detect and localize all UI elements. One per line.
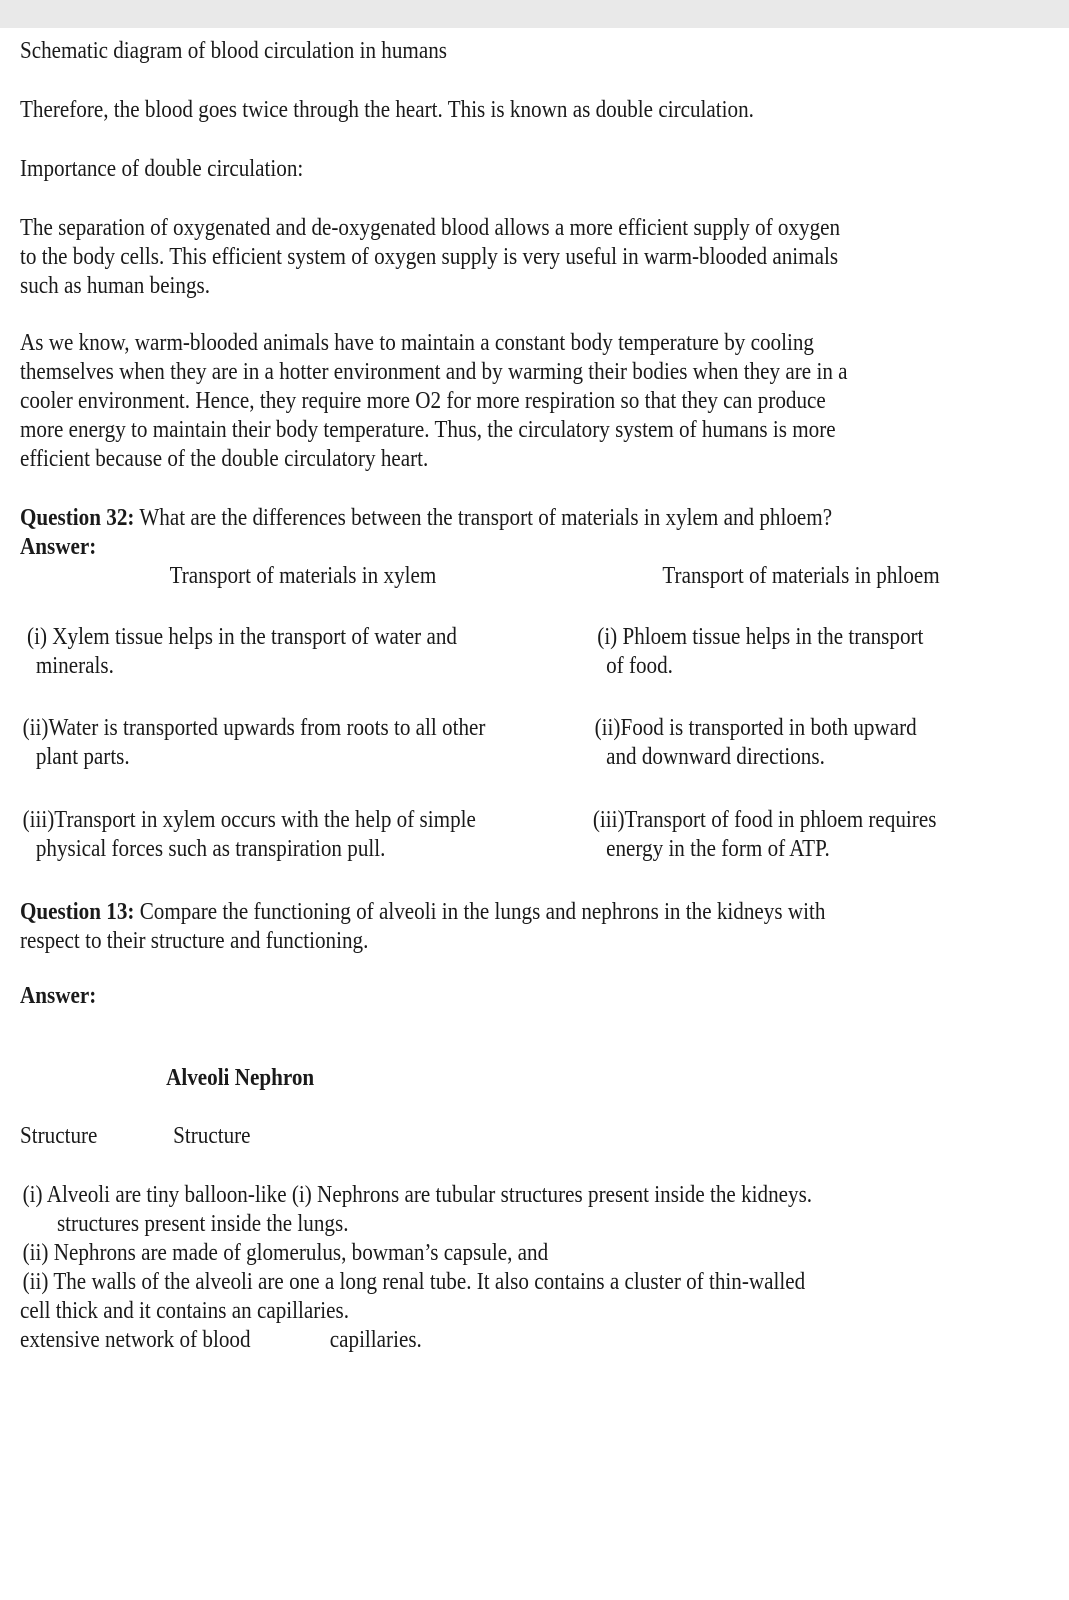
xylem-row-3-line1: (iii)Transport in xylem occurs with the help of simple <box>22 807 476 833</box>
xylem-column-header: Transport of materials in xylem <box>169 563 437 589</box>
structure-label-left: Structure <box>20 1123 98 1149</box>
xylem-row-2-line1: (ii)Water is transported upwards from roots to all other <box>22 715 486 741</box>
question-13-text-line2: respect to their structure and functioning. <box>20 928 369 954</box>
question-32-answer-label: Answer: <box>20 534 97 560</box>
xylem-row-1-line2: minerals. <box>35 653 114 679</box>
phloem-row-1-line1: (i) Phloem tissue helps in the transport <box>597 624 924 650</box>
para1-line1: The separation of oxygenated and de-oxygenated blood allows a more efficient supply of oxygen <box>20 215 841 241</box>
structure-label-right: Structure <box>173 1123 251 1149</box>
phloem-row-3-line2: energy in the form of ATP. <box>606 836 830 862</box>
question-13 <box>20 897 825 927</box>
para2-line1: As we know, warm-blooded animals have to maintain a constant body temperature by cooling <box>20 330 814 356</box>
question-32-label: Question 32: <box>20 505 135 531</box>
phloem-row-2-line2: and downward directions. <box>606 744 825 770</box>
q13-line-2: structures present inside the lungs. <box>56 1211 349 1237</box>
xylem-row-2-line2: plant parts. <box>35 744 130 770</box>
q13-line-1: (i) Alveoli are tiny balloon-like (i) Nephrons are tubular structures present inside the kidneys. <box>22 1182 813 1208</box>
para1-line2: to the body cells. This efficient system of oxygen supply is very useful in warm-blooded animals <box>20 244 839 270</box>
xylem-row-3-line2: physical forces such as transpiration pull. <box>35 836 386 862</box>
phloem-row-3-line1: (iii)Transport of food in phloem requires <box>592 807 937 833</box>
q13-line-5: cell thick and it contains an capillaries. <box>20 1298 350 1324</box>
question-13-answer-label: Answer: <box>20 983 97 1009</box>
top-bar <box>0 0 1069 28</box>
phloem-column-header: Transport of materials in phloem <box>662 563 940 589</box>
double-circulation-line: Therefore, the blood goes twice through the heart. This is known as double circulation. <box>20 97 754 123</box>
question-32-text: What are the differences between the transport of materials in xylem and phloem? <box>139 505 833 531</box>
question-13-label: Question 13: <box>20 899 135 925</box>
question-32 <box>20 503 832 533</box>
para2-line4: more energy to maintain their body temperature. Thus, the circulatory system of humans is more <box>20 417 836 443</box>
question-13-text-line1: Compare the functioning of alveoli in the lungs and nephrons in the kidneys with <box>139 899 826 925</box>
phloem-row-2-line1: (ii)Food is transported in both upward <box>594 715 917 741</box>
q13-line-4: (ii) The walls of the alveoli are one a long renal tube. It also contains a cluster of thin-walled <box>22 1269 806 1295</box>
para2-line2: themselves when they are in a hotter environment and by warming their bodies when they are in a <box>20 359 848 385</box>
q13-line-3: (ii) Nephrons are made of glomerulus, bowman’s capsule, and <box>22 1240 549 1266</box>
diagram-caption: Schematic diagram of blood circulation in humans <box>20 38 447 64</box>
xylem-row-1-line1: (i) Xylem tissue helps in the transport of water and <box>27 624 457 650</box>
phloem-row-1-line2: of food. <box>606 653 673 679</box>
q13-line-7: capillaries. <box>329 1327 422 1353</box>
para2-line3: cooler environment. Hence, they require more O2 for more respiration so that they can produce <box>20 388 826 414</box>
importance-heading: Importance of double circulation: <box>20 156 304 182</box>
alveoli-nephron-heading: Alveoli Nephron <box>166 1065 315 1091</box>
q13-line-6: extensive network of blood <box>20 1327 251 1353</box>
para1-line3: such as human beings. <box>20 273 211 299</box>
para2-line5: efficient because of the double circulatory heart. <box>20 446 429 472</box>
